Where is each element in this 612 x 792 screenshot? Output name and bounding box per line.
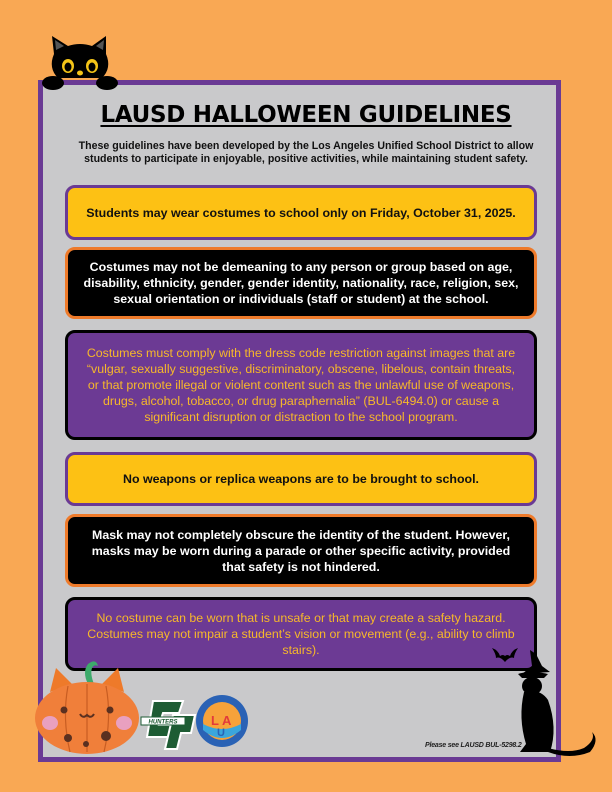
guideline-not-demeaning: Costumes may not be demeaning to any person or group based on age, disability, ethnicity, gender, gender identity, nationality, race, religion, sex, sexual orientation or individuals (staff or student) at the school.	[65, 247, 537, 319]
witch-cat-icon	[510, 648, 602, 760]
guideline-masks: Mask may not completely obscure the identity of the student. However, masks may be worn during a parade or other specific activity, provided that safety is not hindered.	[65, 514, 537, 587]
svg-text:L: L	[211, 713, 219, 728]
footnote-bulletin: Please see LAUSD BUL-5298.2	[425, 742, 522, 749]
pumpkin-cat-icon	[28, 654, 146, 754]
page-title: LAUSD HALLOWEEN GUIDELINES	[100, 102, 512, 128]
cp-hunters-logo	[139, 697, 201, 753]
peeking-cat-icon	[40, 34, 120, 92]
svg-text:HUNTERS: HUNTERS	[148, 719, 178, 726]
lausd-logo	[195, 694, 249, 748]
guideline-costume-date: Students may wear costumes to school only on Friday, October 31, 2025.	[65, 185, 537, 240]
guideline-dress-code: Costumes must comply with the dress code restriction against images that are “vulgar, sexually suggestive, discriminatory, obscene, libelous, contain threats, or that promote illegal or violent content such as the unlawful use of weapons, drugs, alcohol, tobacco, or drug paraphernalia” (BUL-6494.0) or cause a significant disruption or distraction to the school program.	[65, 330, 537, 440]
guideline-safety-hazard: No costume can be worn that is unsafe or that may create a safety hazard. Costumes may not impair a student’s vision or movement (e.g., ability to climb stairs).	[65, 597, 537, 671]
svg-text:U: U	[217, 727, 225, 739]
guideline-no-weapons: No weapons or replica weapons are to be brought to school.	[65, 452, 537, 506]
svg-text:A: A	[222, 713, 232, 728]
intro-text: These guidelines have been developed by the Los Angeles Unified School District to allow students to participate in enjoyable, positive activities, while maintaining student safety.	[78, 140, 534, 165]
